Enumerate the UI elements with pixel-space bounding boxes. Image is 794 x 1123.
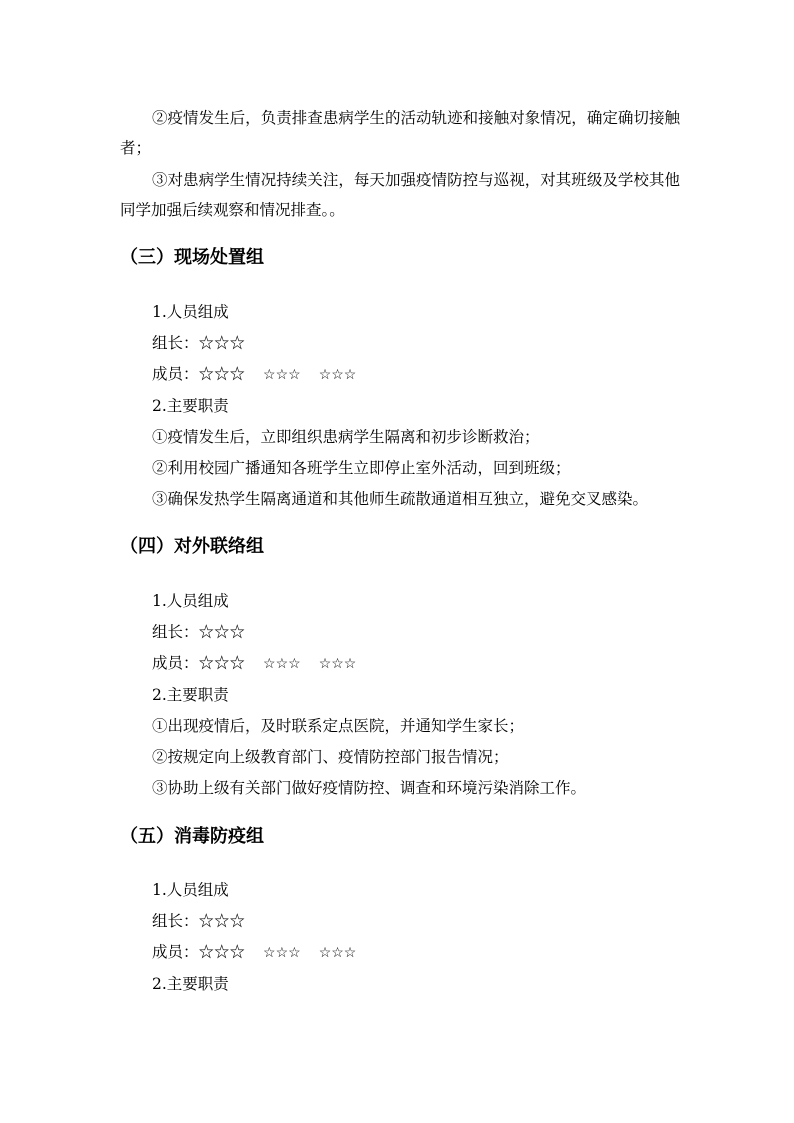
member-value: ☆☆☆ bbox=[198, 654, 246, 672]
member-value: ☆☆☆ bbox=[318, 367, 357, 383]
leader-value: ☆☆☆ bbox=[198, 623, 246, 641]
leader-label: 组长： bbox=[152, 623, 199, 641]
intro-paragraph-2: ②疫情发生后，负责排查患病学生的活动轨迹和接触对象情况，确定确切接触者； bbox=[120, 109, 680, 157]
member-value: ☆☆☆ bbox=[318, 945, 357, 961]
member-value: ☆☆☆ bbox=[198, 365, 246, 383]
member-value: ☆☆☆ bbox=[318, 656, 357, 672]
duty-item: ②利用校园广播通知各班学生立即停止室外活动，回到班级； bbox=[152, 459, 571, 477]
intro-paragraph-3: ③对患病学生情况持续关注，每天加强疫情防控与巡视，对其班级及学校其他同学加强后续观察和情况排查。。 bbox=[120, 171, 680, 219]
duty-item: ③确保发热学生隔离通道和其他师生疏散通道相互独立，避免交叉感染。 bbox=[152, 490, 649, 508]
duties-title: 2.主要职责 bbox=[152, 397, 229, 415]
duty-item: ①疫情发生后，立即组织患病学生隔离和初步诊断救治； bbox=[152, 428, 540, 446]
members-line bbox=[152, 367, 356, 383]
section-heading-3: （三）现场处置组 bbox=[120, 247, 264, 268]
members-title: 1.人员组成 bbox=[152, 303, 229, 321]
duty-item: ①出现疫情后，及时联系定点医院，并通知学生家长； bbox=[152, 717, 525, 735]
leader-label: 组长： bbox=[152, 912, 199, 930]
member-value: ☆☆☆ bbox=[198, 943, 246, 961]
duty-item: ②按规定向上级教育部门、疫情防控部门报告情况； bbox=[152, 748, 509, 766]
members-line bbox=[152, 656, 356, 672]
duties-title: 2.主要职责 bbox=[152, 975, 229, 993]
leader-line bbox=[152, 625, 245, 641]
member-value: ☆☆☆ bbox=[263, 656, 301, 672]
members-label: 成员： bbox=[152, 654, 199, 672]
leader-line bbox=[152, 336, 245, 352]
duties-title: 2.主要职责 bbox=[152, 686, 229, 704]
members-title: 1.人员组成 bbox=[152, 592, 229, 610]
leader-value: ☆☆☆ bbox=[198, 912, 246, 930]
member-value: ☆☆☆ bbox=[263, 367, 301, 383]
leader-value: ☆☆☆ bbox=[198, 334, 246, 352]
members-label: 成员： bbox=[152, 365, 199, 383]
section-heading-5: （五）消毒防疫组 bbox=[120, 826, 264, 847]
member-value: ☆☆☆ bbox=[263, 945, 301, 961]
members-title: 1.人员组成 bbox=[152, 881, 229, 899]
leader-line bbox=[152, 914, 245, 930]
leader-label: 组长： bbox=[152, 334, 199, 352]
members-label: 成员： bbox=[152, 943, 199, 961]
duty-item: ③协助上级有关部门做好疫情防控、调查和环境污染消除工作。 bbox=[152, 779, 587, 797]
section-heading-4: （四）对外联络组 bbox=[120, 536, 264, 557]
members-line bbox=[152, 945, 356, 961]
